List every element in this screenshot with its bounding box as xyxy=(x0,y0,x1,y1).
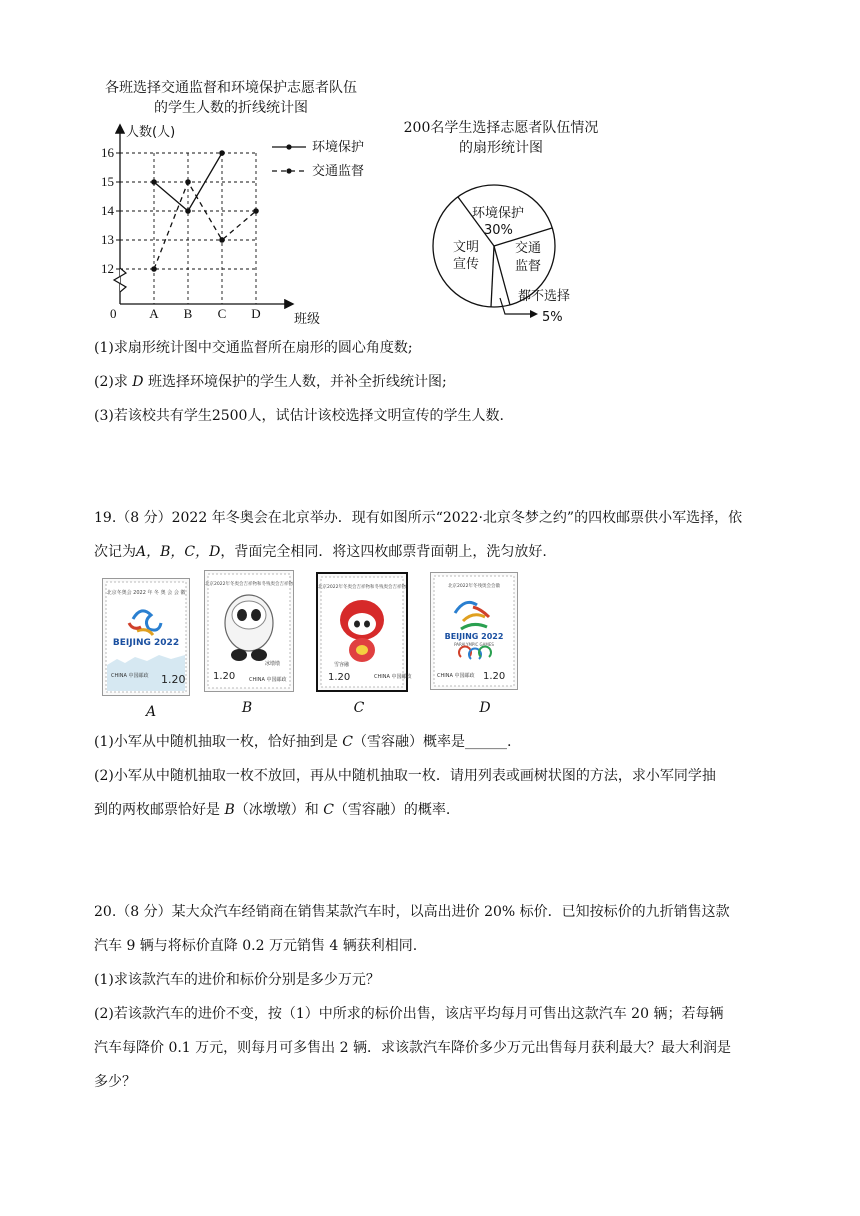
stamp-label-b: B xyxy=(241,700,253,716)
q20-stem-line1: 20.（8 分）某大众汽车经销商在销售某款汽车时，以高出进价 20% 标价．已知按标价的九折销售这款 xyxy=(94,904,730,920)
y-axis-label: 人数(人) xyxy=(126,125,176,140)
legend-item-env: 环境保护 xyxy=(312,140,365,155)
svg-text:CHINA 中国邮政: CHINA 中国邮政 xyxy=(374,674,412,680)
data-point xyxy=(151,266,157,272)
q19-part1: (1)小军从中随机抽取一枚，恰好抽到是 C（雪容融）概率是______. xyxy=(94,734,512,750)
svg-text:1.20: 1.20 xyxy=(483,671,506,682)
x-tick-label: C xyxy=(217,306,227,321)
pie-chart xyxy=(388,118,614,330)
pie-label-traffic-1: 交通 xyxy=(515,241,542,256)
data-point xyxy=(185,179,191,185)
pie-label-env: 环境保护 xyxy=(472,206,525,221)
y-tick-labels xyxy=(101,145,115,276)
line-chart-title-1: 各班选择交通监督和环境保护志愿者队伍 xyxy=(105,80,357,96)
data-point xyxy=(151,179,157,185)
q19-stem-line1: 19.（8 分）2022 年冬奥会在北京举办．现有如图所示“2022·北京冬梦之约”的四枚邮票供小军选择，依 xyxy=(94,510,743,526)
data-point xyxy=(219,150,225,156)
svg-text:CHINA 中国邮政: CHINA 中国邮政 xyxy=(249,677,287,683)
data-point xyxy=(219,237,225,243)
q20-part2-line2: 汽车每降价 0.1 万元，则每月可多售出 2 辆．求该款汽车降价多少万元出售每月获利最大？最大利润是 xyxy=(94,1040,731,1056)
svg-text:1.20: 1.20 xyxy=(213,671,236,682)
q19-part2-line2: 到的两枚邮票恰好是 B（冰墩墩）和 C（雪容融）的概率. xyxy=(94,802,451,818)
q19-stem-line2: 次记为A，B，C，D，背面完全相同．将这四枚邮票背面朝上，洗匀放好. xyxy=(94,544,547,560)
stamp-b xyxy=(204,570,294,692)
svg-text:北京2022年冬奥会吉祥物和冬残奥会吉祥物: 北京2022年冬奥会吉祥物和冬残奥会吉祥物 xyxy=(318,585,406,590)
pie-label-env-pct: 30% xyxy=(484,223,513,238)
q18-part2: (2)求 D 班选择环境保护的学生人数，并补全折线统计图; xyxy=(94,374,447,390)
svg-text:BEIJING 2022: BEIJING 2022 xyxy=(112,638,180,648)
q20-stem-line2: 汽车 9 辆与将标价直降 0.2 万元销售 4 辆获利相同. xyxy=(94,938,418,954)
svg-text:1.20: 1.20 xyxy=(328,672,351,683)
pie-label-civil-1: 文明 xyxy=(453,240,480,255)
y-tick-label: 16 xyxy=(101,145,114,160)
stamp-c xyxy=(316,572,412,692)
pie-chart-title-2: 的扇形统计图 xyxy=(459,140,543,156)
data-point xyxy=(185,208,191,214)
q19-part2-line1: (2)小军从中随机抽取一枚不放回，再从中随机抽取一枚．请用列表或画树状图的方法，求小军同学抽 xyxy=(94,768,716,784)
y-tick-label: 14 xyxy=(101,203,114,218)
line-chart-svg xyxy=(86,118,376,330)
pie-label-traffic-2: 监督 xyxy=(515,259,542,274)
x-tick-label: A xyxy=(149,306,159,321)
x-tick-labels xyxy=(149,306,260,321)
pie-label-none: 都不选择 xyxy=(518,289,571,304)
line-chart-title-2: 的学生人数的折线统计图 xyxy=(154,100,308,116)
x-tick-label: D xyxy=(251,306,261,321)
y-tick-label: 13 xyxy=(101,232,114,247)
line-chart xyxy=(86,78,376,330)
q20-part2-line3: 多少？ xyxy=(94,1074,136,1090)
data-point xyxy=(253,208,259,214)
q18-part3: (3)若该校共有学生2500人，试估计该校选择文明宣传的学生人数. xyxy=(94,408,504,424)
svg-text:冰墩墩: 冰墩墩 xyxy=(265,661,281,667)
svg-text:北京2022年冬残奥会会徽: 北京2022年冬残奥会会徽 xyxy=(448,584,500,589)
stamp-label-c: C xyxy=(353,700,365,716)
svg-text:雪容融: 雪容融 xyxy=(334,662,350,668)
pie-chart-svg xyxy=(388,162,614,330)
legend xyxy=(272,139,364,179)
q20-part1: (1)求该款汽车的进价和标价分别是多少万元？ xyxy=(94,972,380,988)
svg-text:CHINA 中国邮政: CHINA 中国邮政 xyxy=(111,673,149,679)
stamp-d xyxy=(430,572,518,690)
stamp-a xyxy=(102,578,190,696)
q20-part2-line1: (2)若该款汽车的进价不变，按（1）中所求的标价出售，该店平均每月可售出这款汽车 20 辆；若每辆 xyxy=(94,1006,724,1022)
svg-text:北京冬奥会 2022 年 冬 奥 会 会 徽: 北京冬奥会 2022 年 冬 奥 会 会 徽 xyxy=(106,590,186,596)
y-tick-label: 12 xyxy=(101,261,114,276)
legend-item-traffic: 交通监督 xyxy=(312,164,365,179)
svg-text:CHINA 中国邮政: CHINA 中国邮政 xyxy=(437,673,475,679)
origin-label: 0 xyxy=(110,306,117,321)
x-axis-label: 班级 xyxy=(294,312,321,327)
y-tick-label: 15 xyxy=(101,174,114,189)
line-chart-grid xyxy=(116,153,256,304)
stamp-label-d: D xyxy=(479,700,491,716)
pie-chart-title-1: 200名学生选择志愿者队伍情况 xyxy=(403,120,599,136)
x-tick-label: B xyxy=(183,306,193,321)
stamp-label-a: A xyxy=(145,704,157,720)
svg-text:PARALYMPIC GAMES: PARALYMPIC GAMES xyxy=(454,642,494,647)
pie-label-civil-2: 宣传 xyxy=(453,257,480,272)
svg-text:北京2022年冬奥会吉祥物和冬残奥会吉祥物: 北京2022年冬奥会吉祥物和冬残奥会吉祥物 xyxy=(205,582,293,587)
svg-text:1.20: 1.20 xyxy=(161,673,186,686)
y-axis-break xyxy=(114,268,126,292)
q18-part1: (1)求扇形统计图中交通监督所在扇形的圆心角度数; xyxy=(94,340,413,356)
svg-text:BEIJING 2022: BEIJING 2022 xyxy=(444,632,504,641)
pie-label-none-pct: 5% xyxy=(542,310,563,325)
